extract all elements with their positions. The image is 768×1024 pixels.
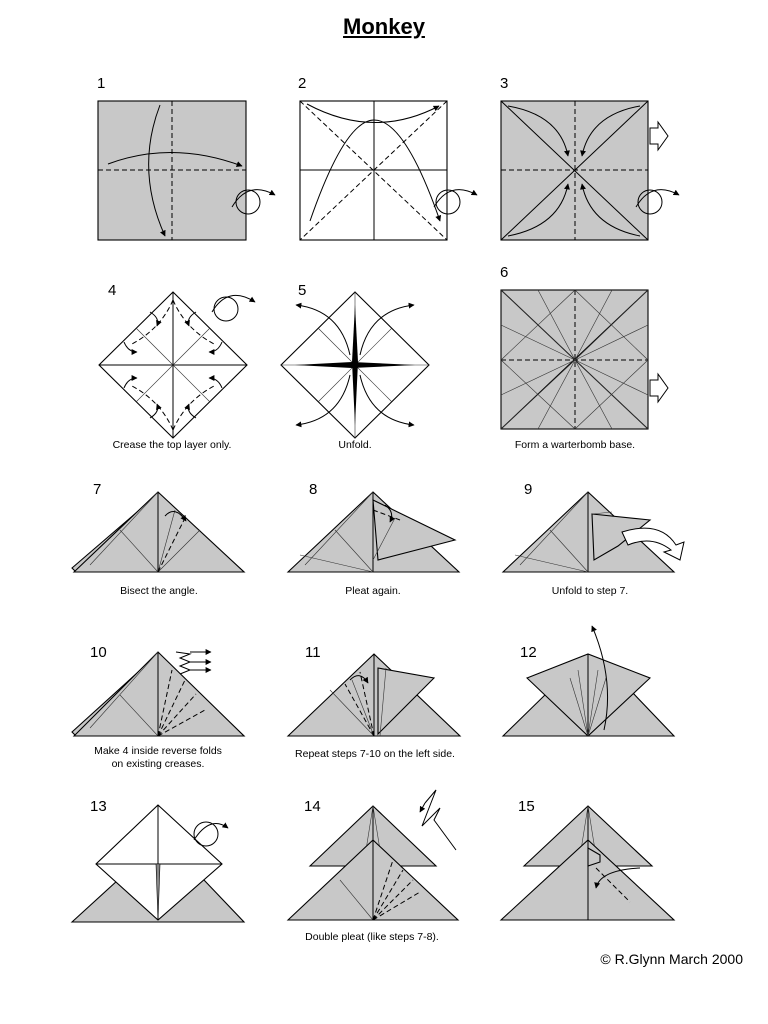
step-number-14: 14 xyxy=(304,798,321,815)
step-number-11: 11 xyxy=(305,644,321,661)
step-number-3: 3 xyxy=(500,75,509,92)
step-number-10: 10 xyxy=(90,644,107,661)
step-5-diagram xyxy=(281,292,429,438)
step-number-1: 1 xyxy=(97,75,106,92)
page-title: Monkey xyxy=(343,14,425,39)
copyright-credit: © R.Glynn March 2000 xyxy=(600,951,743,967)
step-number-15: 15 xyxy=(518,798,535,815)
step-number-13: 13 xyxy=(90,798,107,815)
step-number-6: 6 xyxy=(500,264,509,281)
step-13-diagram xyxy=(72,805,244,922)
caption-step-9: Unfold to step 7. xyxy=(551,585,629,597)
turn-over-icon xyxy=(212,295,255,312)
step-number-4: 4 xyxy=(108,282,117,299)
turn-over-icon xyxy=(194,824,228,840)
step-number-8: 8 xyxy=(309,481,318,498)
caption-step-11: Repeat steps 7-10 on the left side. xyxy=(295,748,455,760)
step-8-diagram xyxy=(288,492,459,572)
caption-step-14: Double pleat (like steps 7-8). xyxy=(305,931,439,943)
caption-step-10-line2: on existing creases. xyxy=(111,758,205,770)
step-11-diagram xyxy=(288,654,460,736)
step-3-diagram xyxy=(501,101,679,240)
caption-step-8: Pleat again. xyxy=(345,585,401,597)
caption-step-10-line1: Make 4 inside reverse folds xyxy=(94,745,222,757)
step-15-diagram xyxy=(501,806,674,920)
turn-view-arrow-icon xyxy=(650,374,668,402)
step-number-12: 12 xyxy=(520,644,537,661)
step-number-5: 5 xyxy=(298,282,307,299)
step-4-diagram xyxy=(99,292,255,438)
caption-step-6: Form a warterbomb base. xyxy=(514,439,636,451)
step-number-7: 7 xyxy=(93,481,102,498)
step-number-2: 2 xyxy=(298,75,307,92)
step-2-diagram xyxy=(300,101,477,240)
step-number-9: 9 xyxy=(524,481,533,498)
step-9-diagram xyxy=(503,492,684,572)
step-1-diagram xyxy=(98,101,275,240)
step-7-diagram xyxy=(72,492,244,572)
turn-view-arrow-icon xyxy=(650,122,668,150)
caption-step-5: Unfold. xyxy=(338,439,372,451)
step-14-diagram xyxy=(288,790,458,920)
step-10-diagram xyxy=(72,652,244,736)
step-12-diagram xyxy=(503,626,674,736)
step-6-diagram xyxy=(501,290,668,429)
caption-step-4: Crease the top layer only. xyxy=(112,439,232,451)
caption-step-7: Bisect the angle. xyxy=(120,585,198,597)
